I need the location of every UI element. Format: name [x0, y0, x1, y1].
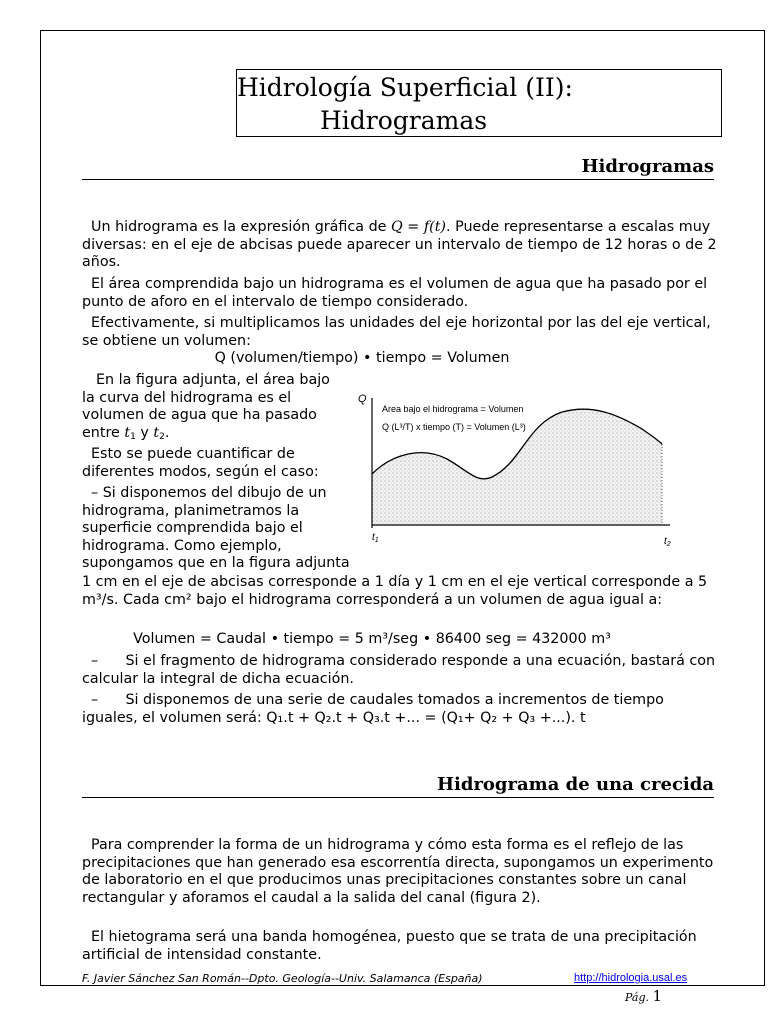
t2-inline: t — [153, 424, 160, 441]
text-def-b: . Puede representarse a escalas muy diversas: en el eje de abcisas puede aparecer un intervalo de tiempo de 12 horas o de 2 años. — [82, 219, 717, 270]
paragraph-figure-ref — [82, 372, 342, 446]
t1-inline-sub: 1 — [130, 431, 136, 442]
dash-series: – — [91, 692, 99, 708]
t2-axis-label — [664, 536, 671, 548]
paragraph-area: El área comprendida bajo un hidrograma es el volumen de agua que ha pasado por el punto de aforo en el intervalo de tiempo considerado. — [82, 276, 708, 310]
t1-axis-label — [372, 532, 379, 544]
t1-axis-sub: 1 — [374, 537, 379, 544]
section-heading-crecida: Hidrograma de una crecida — [82, 774, 714, 798]
q-axis-label: Q — [358, 393, 367, 405]
equation-volume: Q (volumen/tiempo) • tiempo = Volumen — [214, 350, 510, 366]
paragraph-series — [82, 692, 722, 727]
text-fig-y: y — [135, 424, 154, 441]
formula-q-ft: Q = f(t) — [391, 219, 447, 235]
dash-integral: – — [91, 653, 99, 669]
hydrograph-figure — [352, 384, 682, 552]
title-line-1: Hidrología Superficial (II): — [237, 73, 573, 102]
paragraph-units: Efectivamente, si multiplicamos las unidades del eje horizontal por las del eje vertical, se obtiene un volumen: — [82, 315, 711, 349]
t2-axis-main: t — [664, 536, 667, 547]
paragraph-hietograma: El hietograma será una banda homogénea, puesto que se trata de una precipitación artificial de intensidad constante. — [82, 929, 697, 963]
paragraph-integral — [82, 653, 722, 688]
paragraph-scale: 1 cm en el eje de abcisas corresponde a 1 día y 1 cm en el eje vertical corresponde a 5 m³/s. Cada cm² bajo el hidrograma corresponderá a un volumen de agua igual a: — [82, 574, 708, 608]
caption-area: Area bajo el hidrograma = Volumen — [382, 404, 524, 414]
page-number-value: 1 — [652, 987, 663, 1005]
page-number — [625, 987, 662, 1005]
text-fig-a: En la figura adjunta, el área bajo la curva del hidrograma es el volumen de agua que ha pasado entre — [82, 372, 330, 441]
paragraph-quantify: Esto se puede cuantificar de diferentes modos, según el caso: — [82, 446, 319, 480]
title-line-2: Hidrogramas — [320, 106, 488, 135]
text-fig-end: . — [164, 424, 170, 441]
text-integral: Si el fragmento de hidrograma considerado responde a una ecuación, bastará con calcular la integral de dicha ecuación. — [82, 653, 716, 687]
paragraph-definition — [82, 219, 722, 272]
t2-inline-sub: 2 — [159, 431, 165, 442]
section-heading-hidrogramas: Hidrogramas — [82, 156, 714, 180]
footer-author: F. Javier Sánchez San Román--Dpto. Geología--Univ. Salamanca (España) — [82, 972, 483, 985]
paragraph-planimetry: – Si disponemos del dibujo de un hidrograma, planimetramos la superficie comprendida bajo el hidrograma. Como ejemplo, supongamos que en la figura adjunta — [82, 485, 350, 571]
footer-link[interactable]: http://hidrologia.usal.es — [574, 972, 688, 984]
t1-inline: t — [124, 424, 131, 441]
text-def-a: Un hidrograma es la expresión gráfica de — [91, 219, 392, 235]
page-label: Pág. — [625, 991, 650, 1004]
title-box — [236, 69, 722, 137]
paragraph-experiment: Para comprender la forma de un hidrograma y cómo esta forma es el reflejo de las precipitaciones que han generado esa escorrentía directa, supongamos un experimento de laboratorio en el que producimos unas precipitaciones constantes sobre un canal rectangular y aforamos el caudal a la salida del canal (figura 2). — [82, 837, 714, 906]
text-series: Si disponemos de una serie de caudales tomados a incrementos de tiempo iguales, el volumen será: Q₁.t + Q₂.t + Q₃.t +... = (Q₁+ Q₂ + Q₃ +...). t — [82, 692, 664, 726]
t1-axis-main: t — [372, 532, 375, 543]
caption-units: Q (L³/T) x tiempo (T) = Volumen (L³) — [382, 422, 526, 432]
t2-axis-sub: 2 — [666, 541, 671, 548]
equation-caudal: Volumen = Caudal • tiempo = 5 m³/seg • 86400 seg = 432000 m³ — [133, 631, 611, 647]
